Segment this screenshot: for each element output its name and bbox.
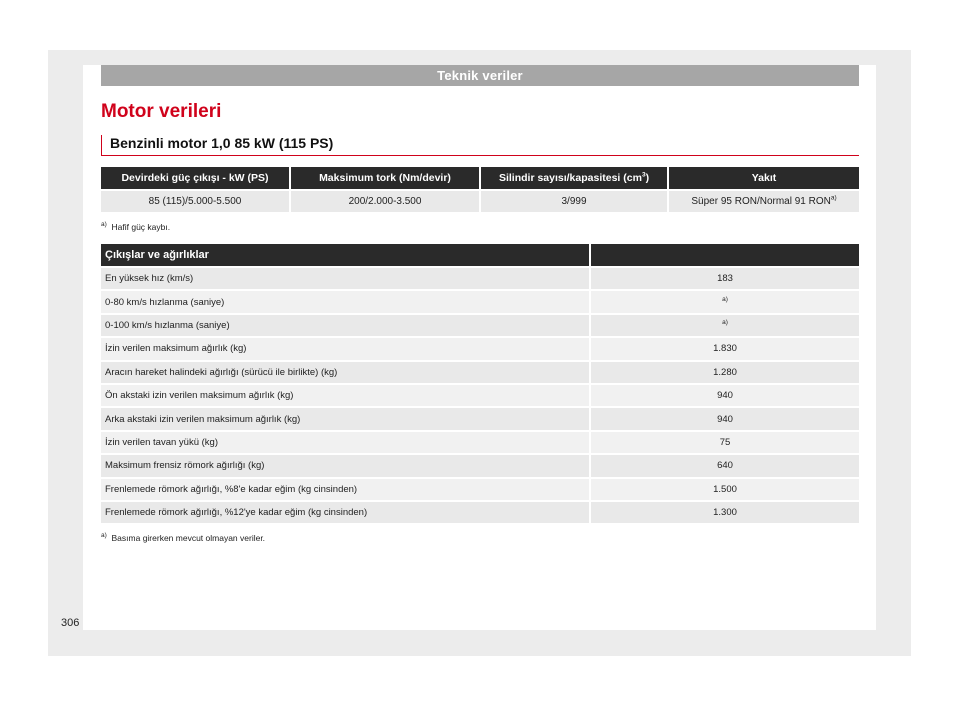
performance-table-header <box>101 244 859 266</box>
row-value: 183 <box>591 266 859 289</box>
cell-power: 85 (115)/5.000-5.500 <box>101 189 291 212</box>
table-row <box>101 477 859 500</box>
row-label: İzin verilen tavan yükü (kg) <box>101 430 591 453</box>
table-row <box>101 500 859 523</box>
table-row <box>101 383 859 406</box>
col-torque: Maksimum tork (Nm/devir) <box>291 167 481 189</box>
row-value: 1.500 <box>591 477 859 500</box>
footnote-mark: a) <box>101 532 107 540</box>
footnote-ref: a) <box>722 318 728 326</box>
col-cylinders-close: ) <box>645 172 650 184</box>
row-value: 1.280 <box>591 360 859 383</box>
cell-torque: 200/2.000-3.500 <box>291 189 481 212</box>
row-label: Aracın hareket halindeki ağırlığı (sürücü ile birlikte) (kg) <box>101 360 591 383</box>
footnote-text: Basıma girerken mevcut olmayan veriler. <box>111 533 266 543</box>
table-row <box>101 289 859 312</box>
col-cylinders-label: Silindir sayısı/kapasitesi (cm <box>498 172 642 184</box>
row-label: 0-80 km/s hızlanma (saniye) <box>101 289 591 312</box>
cell-fuel <box>669 189 859 212</box>
performance-header-label: Çıkışlar ve ağırlıklar <box>101 244 591 266</box>
row-value: 640 <box>591 453 859 476</box>
engine-subtitle: Benzinli motor 1,0 85 kW (115 PS) <box>110 135 334 151</box>
row-label: İzin verilen maksimum ağırlık (kg) <box>101 336 591 359</box>
table-row <box>101 453 859 476</box>
row-label: Frenlemede römork ağırlığı, %8'e kadar eğim (kg cinsinden) <box>101 477 591 500</box>
row-label: 0-100 km/s hızlanma (saniye) <box>101 313 591 336</box>
cell-cylinders: 3/999 <box>481 189 669 212</box>
row-value: 75 <box>591 430 859 453</box>
row-value: 1.830 <box>591 336 859 359</box>
col-cylinders <box>481 167 669 189</box>
col-fuel: Yakıt <box>669 167 859 189</box>
performance-header-value <box>591 244 859 266</box>
row-value: 940 <box>591 383 859 406</box>
footnote-mark: a) <box>101 221 107 229</box>
footnote-power <box>101 222 170 232</box>
section-title: Motor verileri <box>101 101 222 122</box>
footnote-ref: a) <box>722 295 728 303</box>
row-label: Arka akstaki izin verilen maksimum ağırlık (kg) <box>101 406 591 429</box>
chapter-header: Teknik veriler <box>101 65 859 86</box>
table-row <box>101 266 859 289</box>
row-label: Ön akstaki izin verilen maksimum ağırlık (kg) <box>101 383 591 406</box>
row-label: Maksimum frensiz römork ağırlığı (kg) <box>101 453 591 476</box>
footnote-ref: a) <box>830 194 837 202</box>
row-label: En yüksek hız (km/s) <box>101 266 591 289</box>
table-row <box>101 406 859 429</box>
col-power: Devirdeki güç çıkışı - kW (PS) <box>101 167 291 189</box>
table-row <box>101 430 859 453</box>
table-row <box>101 313 859 336</box>
table-row <box>101 336 859 359</box>
cell-fuel-text: Süper 95 RON/Normal 91 RON <box>691 196 831 207</box>
subtitle-box <box>101 135 859 156</box>
col-cylinders-sup: 3 <box>641 171 646 179</box>
row-value <box>591 313 859 336</box>
row-value: 940 <box>591 406 859 429</box>
row-value: 1.300 <box>591 500 859 523</box>
engine-table <box>101 167 859 212</box>
row-value <box>591 289 859 312</box>
performance-table <box>101 244 859 523</box>
engine-table-header <box>101 167 859 189</box>
footnote-text: Hafif güç kaybı. <box>111 222 171 232</box>
table-row <box>101 360 859 383</box>
table-row <box>101 189 859 212</box>
row-label: Frenlemede römork ağırlığı, %12'ye kadar eğim (kg cinsinden) <box>101 500 591 523</box>
page-number: 306 <box>61 617 80 629</box>
footnote-data <box>101 533 265 543</box>
